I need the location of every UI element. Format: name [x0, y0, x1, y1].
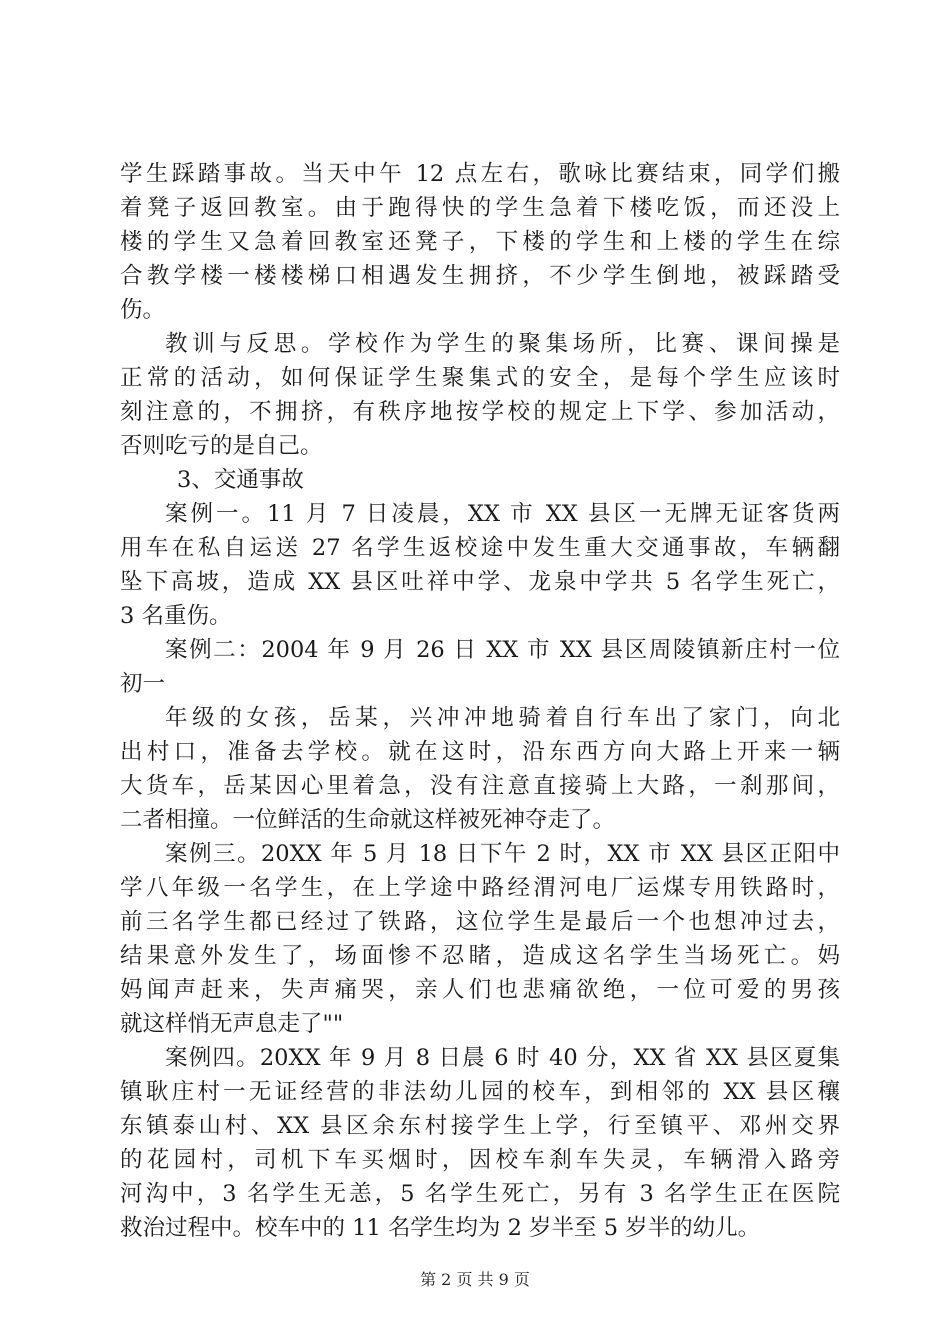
- text-line: 东镇泰山村、XX 县区余东村接学生上学，行至镇平、邓州交界: [120, 1113, 840, 1139]
- text-line: 前三名学生都已经过了铁路，这位学生是最后一个也想冲过去，: [120, 909, 840, 935]
- text-line: 案例三。20XX 年 5 月 18 日下午 2 时，XX 市 XX 县区正阳中: [165, 841, 840, 867]
- text-line: 镇耿庄村一无证经营的非法幼儿园的校车，到相邻的 XX 县区穰: [120, 1079, 840, 1105]
- text-line: 就这样悄无声息走了"": [120, 1011, 344, 1037]
- text-line: 教训与反思。学校作为学生的聚集场所，比赛、课间操是: [165, 331, 840, 357]
- text-line: 坠下高坡，造成 XX 县区吐祥中学、龙泉中学共 5 名学生死亡，: [120, 569, 840, 595]
- text-line: 伤。: [120, 297, 166, 323]
- text-line: 案例一。11 月 7 日凌晨，XX 市 XX 县区一无牌无证客货两: [165, 501, 840, 527]
- section-heading: 3、交通事故: [177, 467, 304, 493]
- text-line: 合教学楼一楼楼梯口相遇发生拥挤，不少学生倒地，被踩踏受: [120, 263, 840, 289]
- text-line: 河沟中，3 名学生无恙，5 名学生死亡，另有 3 名学生正在医院: [120, 1181, 840, 1207]
- text-line: 案例二：2004 年 9 月 26 日 XX 市 XX 县区周陵镇新庄村一位: [165, 637, 840, 663]
- text-line: 刻注意的，不拥挤，有秩序地按学校的规定上下学、参加活动，: [120, 399, 840, 425]
- text-line: 初一: [120, 671, 166, 697]
- text-line: 3 名重伤。: [120, 603, 232, 629]
- text-line: 否则吃亏的是自己。: [120, 433, 323, 459]
- document-body: [120, 157, 840, 1245]
- text-line: 救治过程中。校车中的 11 名学生均为 2 岁半至 5 岁半的幼儿。: [120, 1215, 761, 1241]
- text-line: 楼的学生又急着回教室还凳子，下楼的学生和上楼的学生在综: [120, 229, 840, 255]
- text-line: 大货车，岳某因心里着急，没有注意直接骑上大路，一刹那间，: [120, 773, 840, 799]
- text-line: 二者相撞。一位鲜活的生命就这样被死神夺走了。: [120, 807, 616, 833]
- page-footer: 第 2 页 共 9 页: [420, 1270, 530, 1289]
- text-line: 的花园村，司机下车买烟时，因校车刹车失灵，车辆滑入路旁: [120, 1147, 840, 1173]
- text-line: 年级的女孩，岳某，兴冲冲地骑着自行车出了家门，向北: [165, 705, 840, 731]
- text-line: 案例四。20XX 年 9 月 8 日晨 6 时 40 分，XX 省 XX 县区夏集: [165, 1045, 840, 1071]
- text-line: 用车在私自运送 27 名学生返校途中发生重大交通事故，车辆翻: [120, 535, 840, 561]
- text-line: 正常的活动，如何保证学生聚集式的安全，是每个学生应该时: [120, 365, 840, 391]
- text-line: 学八年级一名学生，在上学途中路经渭河电厂运煤专用铁路时，: [120, 875, 840, 901]
- text-line: 出村口，准备去学校。就在这时，沿东西方向大路上开来一辆: [120, 739, 840, 765]
- text-line: 学生踩踏事故。当天中午 12 点左右，歌咏比赛结束，同学们搬: [120, 161, 840, 187]
- text-line: 妈闻声赶来，失声痛哭，亲人们也悲痛欲绝，一位可爱的男孩: [120, 977, 840, 1003]
- text-line: 结果意外发生了，场面惨不忍睹，造成这名学生当场死亡。妈: [120, 943, 840, 969]
- text-line: 着凳子返回教室。由于跑得快的学生急着下楼吃饭，而还没上: [120, 195, 840, 221]
